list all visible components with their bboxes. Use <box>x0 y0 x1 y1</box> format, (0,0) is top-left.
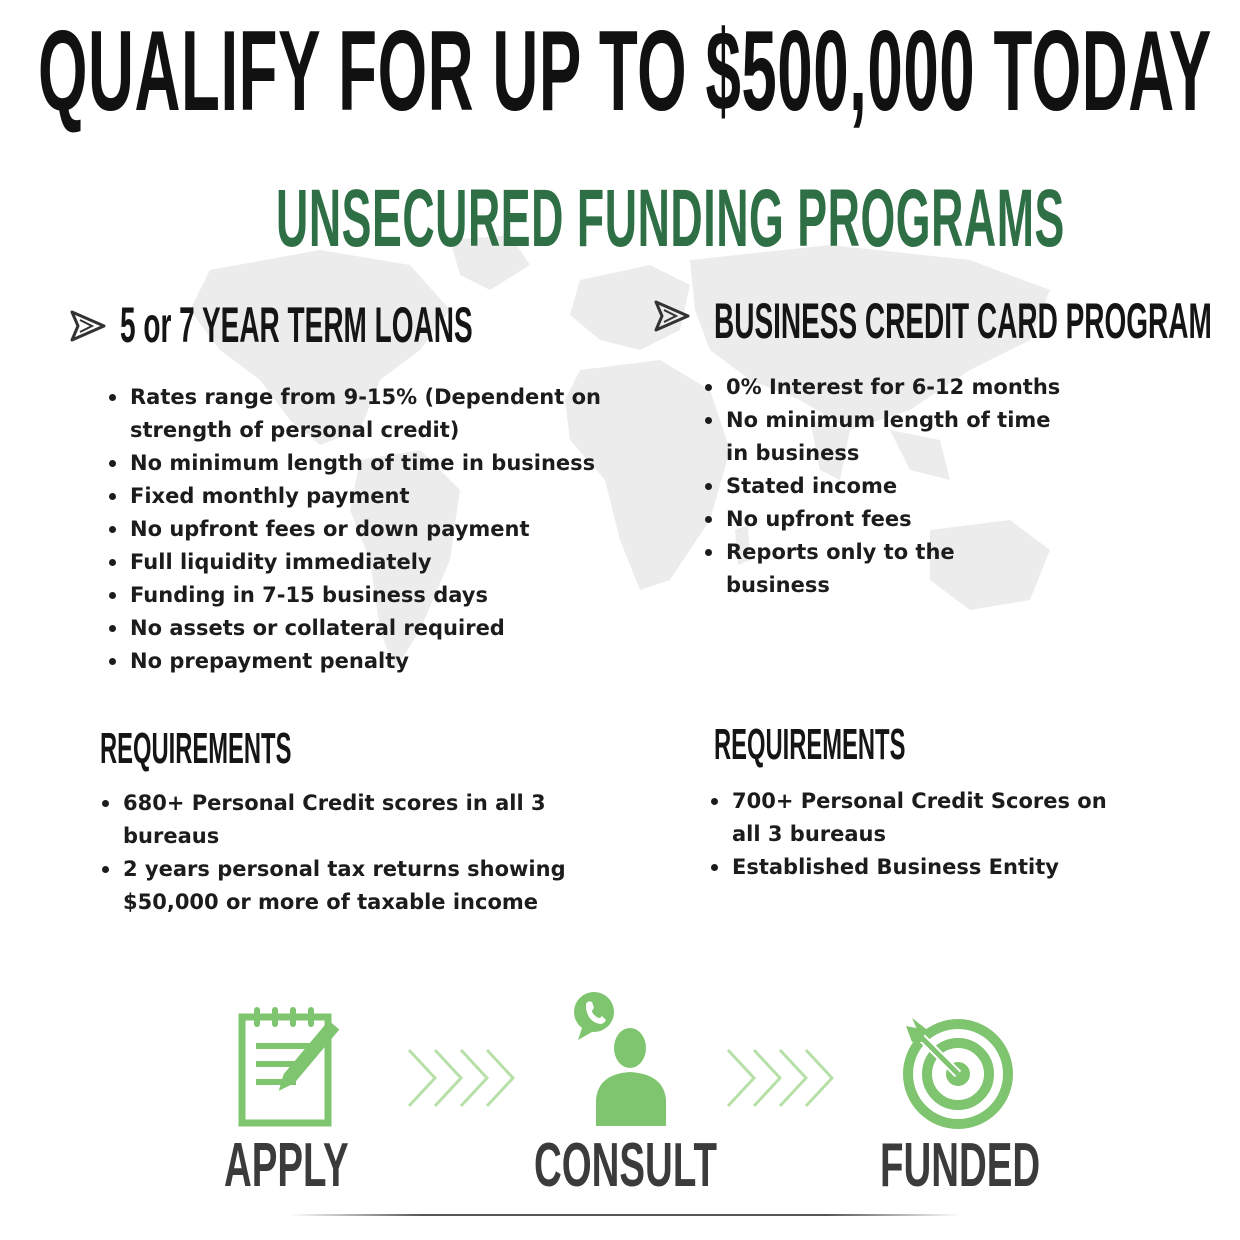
notepad-pencil-icon <box>236 1005 358 1130</box>
arrow-right-outline-icon <box>68 306 108 346</box>
subheadline: UNSECURED FUNDING PROGRAMS <box>276 173 1065 264</box>
list-item: Full liquidity immediately <box>107 546 627 579</box>
chevron-arrows-icon <box>724 1046 844 1110</box>
list-item: No upfront fees <box>703 503 1073 536</box>
list-item: No upfront fees or down payment <box>107 513 627 546</box>
step-label-funded: FUNDED <box>880 1131 1041 1200</box>
credit-card-requirements-list <box>709 785 1109 884</box>
term-loans-requirements-list <box>100 787 580 919</box>
arrow-right-outline-icon <box>652 296 692 336</box>
step-label-apply: APPLY <box>224 1131 349 1200</box>
credit-card-requirements-heading: REQUIREMENTS <box>714 720 906 769</box>
list-item: No minimum length of time in business <box>107 447 627 480</box>
list-item: Reports only to the business <box>703 536 976 602</box>
list-item: No assets or collateral required <box>107 612 627 645</box>
list-item: Established Business Entity <box>709 851 1109 884</box>
target-arrow-icon <box>898 1012 1018 1132</box>
list-item: No prepayment penalty <box>107 645 627 678</box>
term-loans-list <box>107 381 627 678</box>
term-loans-heading: 5 or 7 YEAR TERM LOANS <box>120 297 473 353</box>
credit-card-list <box>703 371 1073 602</box>
list-item: No minimum length of time in business <box>703 404 1073 470</box>
chevron-arrows-icon <box>405 1046 525 1110</box>
list-item: 0% Interest for 6-12 months <box>703 371 1073 404</box>
term-loans-requirements-heading: REQUIREMENTS <box>100 724 292 773</box>
person-phone-icon <box>568 990 672 1130</box>
list-item: Funding in 7-15 business days <box>107 579 627 612</box>
list-item: Stated income <box>703 470 1073 503</box>
main-headline: QUALIFY FOR UP TO $500,000 TODAY <box>38 8 1212 135</box>
list-item: Rates range from 9-15% (Dependent on strength of personal credit) <box>107 381 627 447</box>
list-item: 2 years personal tax returns showing $50,000 or more of taxable income <box>100 853 580 919</box>
list-item: Fixed monthly payment <box>107 480 627 513</box>
divider-line <box>290 1214 960 1216</box>
credit-card-heading: BUSINESS CREDIT CARD PROGRAM <box>714 293 1212 349</box>
list-item: 700+ Personal Credit Scores on all 3 bureaus <box>709 785 1109 851</box>
list-item: 680+ Personal Credit scores in all 3 bureaus <box>100 787 580 853</box>
step-label-consult: CONSULT <box>534 1131 717 1200</box>
